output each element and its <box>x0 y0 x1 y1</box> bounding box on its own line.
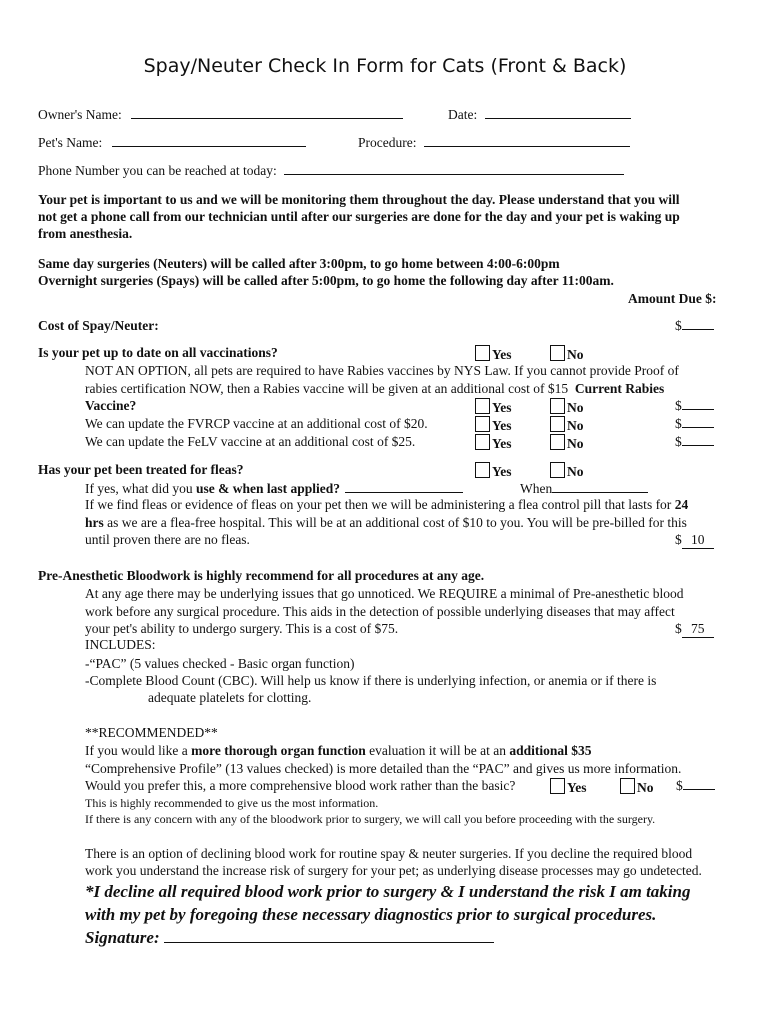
comprehensive-yes-option[interactable]: Yes <box>550 778 587 796</box>
decline-statement-2: with my pet by foregoing these necessary diagnostics prior to surgical procedures. <box>85 905 657 924</box>
form-title: Spay/Neuter Check In Form for Cats (Front & Back) <box>143 55 627 77</box>
checkbox-icon[interactable] <box>475 345 490 361</box>
owner-name-row <box>38 106 403 123</box>
flea-amount-value: 10 <box>682 532 714 549</box>
date-row <box>448 106 631 123</box>
fvrcp-amount-field[interactable] <box>682 427 714 428</box>
amount-due-label: Amount Due $: <box>628 291 717 306</box>
rabies-amount-field[interactable] <box>682 409 714 410</box>
procedure-label: Procedure: <box>358 135 417 150</box>
recommended-note-1: This is highly recommended to give us the most information. <box>85 796 379 810</box>
recommended-text-2: “Comprehensive Profile” (13 values checked) is more detailed than the “PAC” and gives us more information. <box>85 761 682 776</box>
recommended-text-1: If you would like a more thorough organ function evaluation it will be at an additional $35 <box>85 743 592 758</box>
vaccination-question: Is your pet up to date on all vaccinations? <box>38 345 278 360</box>
decline-text-1: There is an option of declining blood work for routine spay & neuter surgeries. If you decline the required blood <box>85 846 693 861</box>
flea-yes-option[interactable]: Yes <box>475 462 512 480</box>
checkbox-icon[interactable] <box>550 416 565 432</box>
vacc-yes-option[interactable]: Yes <box>475 345 512 363</box>
vacc-text-2: rabies certification NOW, then a Rabies vaccine will be given at an additional cost of $15 Current Rabies <box>85 381 665 396</box>
rabies-no-option[interactable]: No <box>550 398 584 416</box>
intro-line-3: from anesthesia. <box>38 226 133 241</box>
comprehensive-amount-field[interactable] <box>683 789 715 790</box>
flea-text-3: hrs as we are a flea-free hospital. This will be at an additional cost of $10 to you. You will be pre-billed for this <box>85 515 687 530</box>
checkbox-icon[interactable] <box>550 345 565 361</box>
cbc-text-1: -Complete Blood Count (CBC). Will help us know if there is underlying infection, or anemia or if there is <box>85 673 657 688</box>
date-label: Date: <box>448 107 478 122</box>
bloodwork-amount: $ 75 <box>675 621 714 638</box>
pet-name-field[interactable] <box>112 134 306 147</box>
vacc-no-option[interactable]: No <box>550 345 584 363</box>
cost-amount <box>675 318 714 334</box>
rabies-yes-option[interactable]: Yes <box>475 398 512 416</box>
checkbox-icon[interactable] <box>475 434 490 450</box>
checkbox-icon[interactable] <box>620 778 635 794</box>
dollar-sign: $ <box>675 318 682 333</box>
pet-name-row <box>38 134 306 151</box>
checkbox-icon[interactable] <box>550 434 565 450</box>
bloodwork-amount-value: 75 <box>682 621 714 638</box>
fvrcp-no-option[interactable]: No <box>550 416 584 434</box>
flea-question: Has your pet been treated for fleas? <box>38 462 244 477</box>
comprehensive-no-option[interactable]: No <box>620 778 654 796</box>
felv-text: We can update the FeLV vaccine at an additional cost of $25. <box>85 434 416 449</box>
signature-row <box>85 928 494 948</box>
intro-line-1: Your pet is important to us and we will be monitoring them throughout the day. Please understand that you will <box>38 192 680 207</box>
flea-when-field[interactable] <box>552 480 648 493</box>
cost-amount-field[interactable] <box>682 329 714 330</box>
flea-text-1: If yes, what did you use & when last applied? <box>85 480 463 497</box>
cbc-text-2: adequate platelets for clotting. <box>148 690 312 705</box>
phone-field[interactable] <box>284 162 624 175</box>
fvrcp-amount: $ <box>675 416 714 432</box>
phone-label: Phone Number you can be reached at today: <box>38 163 277 178</box>
bloodwork-text-1: At any age there may be underlying issues that go unnoticed. We REQUIRE a minimal of Pre-anesthetic blood <box>85 586 684 601</box>
recommended-heading: **RECOMMENDED** <box>85 725 218 740</box>
checkbox-icon[interactable] <box>475 462 490 478</box>
owner-name-label: Owner's Name: <box>38 107 122 122</box>
checkbox-icon[interactable] <box>550 462 565 478</box>
flea-product-field[interactable] <box>345 480 463 493</box>
felv-yes-option[interactable]: Yes <box>475 434 512 452</box>
flea-amount: $ 10 <box>675 532 714 549</box>
vacc-text-1: NOT AN OPTION, all pets are required to have Rabies vaccines by NYS Law. If you cannot provide Proof of <box>85 363 679 378</box>
flea-when: When <box>520 480 648 497</box>
cost-label: Cost of Spay/Neuter: <box>38 318 159 333</box>
checkbox-icon[interactable] <box>550 398 565 414</box>
vacc-text-3: Vaccine? <box>85 398 137 413</box>
flea-text-4: until proven there are no fleas. <box>85 532 250 547</box>
date-field[interactable] <box>485 106 631 119</box>
comprehensive-amount: $ <box>676 778 715 794</box>
signature-label: Signature: <box>85 928 160 947</box>
includes-label: INCLUDES: <box>85 637 156 652</box>
schedule-line-1: Same day surgeries (Neuters) will be called after 3:00pm, to go home between 4:00-6:00pm <box>38 256 560 271</box>
flea-text-2: If we find fleas or evidence of fleas on your pet then we will be administering a flea control pill that lasts for 24 <box>85 497 689 512</box>
intro-line-2: not get a phone call from our technician until after our surgeries are done for the day and your pet is waking up <box>38 209 680 224</box>
checkbox-icon[interactable] <box>475 416 490 432</box>
procedure-row <box>358 134 630 151</box>
decline-statement-1: *I decline all required blood work prior to surgery & I understand the risk I am taking <box>85 882 691 901</box>
procedure-field[interactable] <box>424 134 630 147</box>
recommended-note-2: If there is any concern with any of the bloodwork prior to surgery, we will call you before proceeding with the surgery. <box>85 812 656 826</box>
recommended-text-3: Would you prefer this, a more comprehensive blood work rather than the basic? <box>85 778 516 793</box>
rabies-amount: $ <box>675 398 714 414</box>
checkbox-icon[interactable] <box>550 778 565 794</box>
pac-text: -“PAC” (5 values checked - Basic organ function) <box>85 656 355 671</box>
owner-name-field[interactable] <box>131 106 403 119</box>
bloodwork-text-2: work before any surgical procedure. This aids in the detection of possible underlying diseases that may affect <box>85 604 675 619</box>
schedule-line-2: Overnight surgeries (Spays) will be called after 5:00pm, to go home the following day after 11:00am. <box>38 273 614 288</box>
felv-amount: $ <box>675 434 714 450</box>
felv-amount-field[interactable] <box>682 445 714 446</box>
checkbox-icon[interactable] <box>475 398 490 414</box>
fvrcp-yes-option[interactable]: Yes <box>475 416 512 434</box>
flea-no-option[interactable]: No <box>550 462 584 480</box>
felv-no-option[interactable]: No <box>550 434 584 452</box>
bloodwork-text-3: your pet's ability to undergo surgery. This is a cost of $75. <box>85 621 399 636</box>
signature-field[interactable] <box>164 928 494 943</box>
phone-row <box>38 162 624 179</box>
decline-text-2: work you understand the increase risk of surgery for your pet; as underlying disease processes may go undetected. <box>85 863 702 878</box>
pet-name-label: Pet's Name: <box>38 135 103 150</box>
bloodwork-heading: Pre-Anesthetic Bloodwork is highly recommend for all procedures at any age. <box>38 568 485 583</box>
fvrcp-text: We can update the FVRCP vaccine at an additional cost of $20. <box>85 416 428 431</box>
